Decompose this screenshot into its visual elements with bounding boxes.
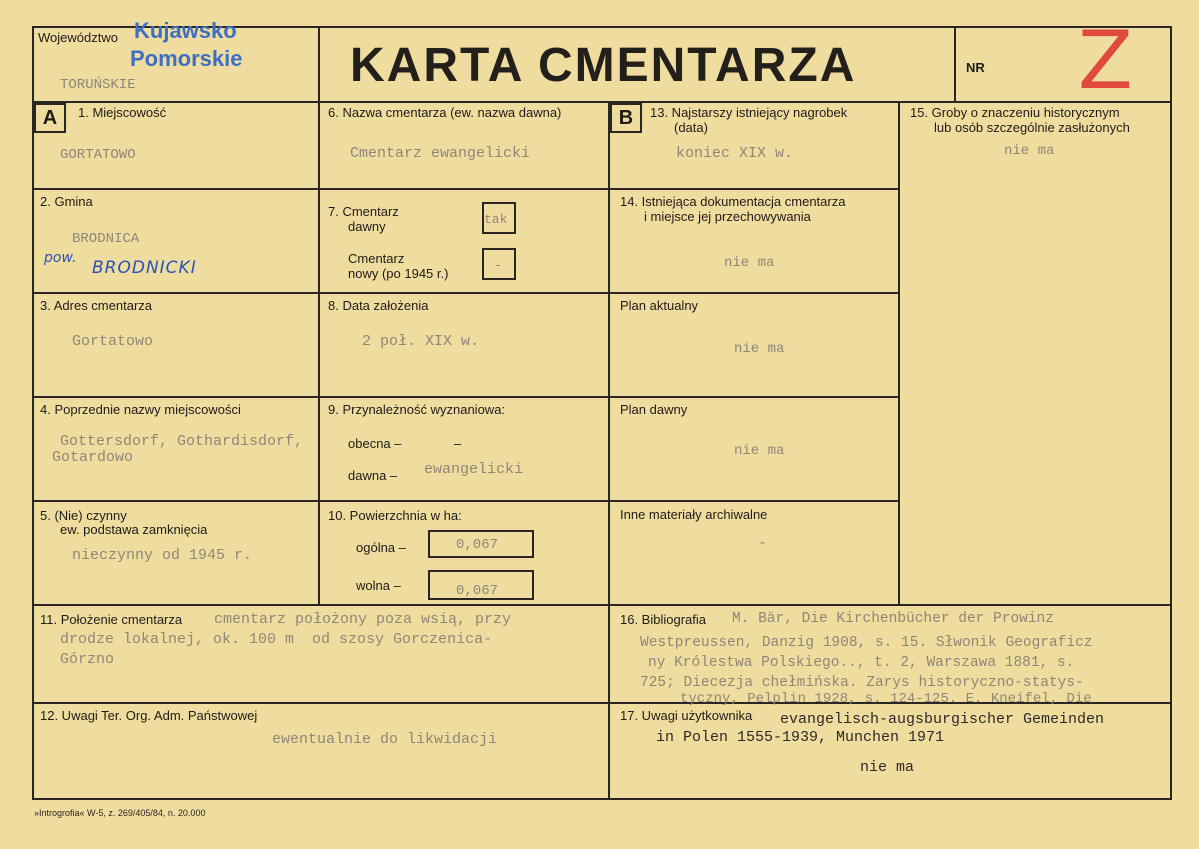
header-vline-2 (954, 26, 956, 103)
field-9-former-label: dawna – (348, 468, 398, 483)
field-7-old-value: tak (484, 212, 508, 227)
row-line-b2 (608, 292, 900, 294)
row-line-b3 (608, 396, 900, 398)
row-line-b4 (608, 500, 900, 502)
frame-bottom (32, 798, 1172, 800)
field-10-total-label: ogólna – (356, 540, 406, 555)
field-2-hand-value: BRODNICKI (92, 258, 197, 278)
field-2-label: 2. Gmina (40, 194, 93, 209)
field-7-label-old-1: 7. Cmentarz (328, 204, 399, 219)
field-16-line1: M. Bär, Die Kirchenbücher der Prowinz (732, 611, 1054, 627)
card-title: KARTA CMENTARZA (350, 39, 857, 92)
field-13-label-line1: 13. Najstarszy istniejący nagrobek (650, 105, 848, 120)
other-materials-label: Inne materiały archiwalne (620, 507, 768, 522)
field-10-label: 10. Powierzchnia w ha: (328, 508, 462, 523)
plan-old-value: nie ma (734, 443, 785, 459)
printer-imprint: »Introgrofia« W-5, z. 269/405/84, n. 20.000 (34, 808, 206, 818)
field-16-label: 16. Bibliografia (620, 612, 706, 627)
field-4-value-line2: Gotardowo (52, 449, 134, 466)
field-7-new-value: - (494, 258, 502, 273)
row-line-a3 (32, 396, 610, 398)
section-b-badge: B (610, 103, 642, 133)
field-9-former-value: ewangelicki (424, 461, 524, 478)
field-8-value: 2 poł. XIX w. (362, 333, 480, 350)
col-line-3 (898, 101, 900, 606)
field-6-value: Cmentarz ewangelicki (350, 145, 531, 162)
nr-label: NR (966, 60, 985, 75)
field-7-label-new-1: Cmentarz (348, 251, 405, 266)
field-9-label: 9. Przynależność wyznaniowa: (328, 402, 506, 417)
field-16-line5: tyczny, Pelplin 1928, s. 124-125. E. Kneifel, Die (680, 691, 1092, 707)
plan-old-label: Plan dawny (620, 402, 688, 417)
field-2-hand-prefix: pow. (44, 250, 77, 266)
field-14-value: nie ma (724, 255, 775, 271)
field-4-label: 4. Poprzednie nazwy miejscowości (40, 402, 241, 417)
field-12-label: 12. Uwagi Ter. Org. Adm. Państwowej (40, 708, 258, 723)
field-4-value-line1: Gottersdorf, Gothardisdorf, (60, 433, 304, 450)
field-15-label-line1: 15. Groby o znaczeniu historycznym (910, 105, 1120, 120)
header-divider (32, 101, 1172, 103)
field-5-value: nieczynny od 1945 r. (72, 547, 253, 564)
section-a-badge: A (34, 103, 66, 133)
field-3-label: 3. Adres cmentarza (40, 298, 152, 313)
field-10-total-value: 0,067 (456, 537, 499, 553)
plan-current-value: nie ma (734, 341, 785, 357)
field-9-current-label: obecna – (348, 436, 402, 451)
field-12-value: ewentualnie do likwidacji (272, 731, 498, 748)
other-materials-value: - (758, 535, 768, 552)
field-14-label-line1: 14. Istniejąca dokumentacja cmentarza (620, 194, 846, 209)
field-11-value-line3: Górzno (60, 651, 115, 668)
field-7-label-old-2: dawny (348, 219, 386, 234)
field-16-line4: 725; Diecezja chełmińska. Zarys historyczno-statys- (640, 675, 1084, 691)
field-10-free-value: 0,067 (456, 583, 499, 599)
field-17-line1: evangelisch-augsburgischer Gemeinden (780, 711, 1105, 728)
frame-right (1170, 26, 1172, 800)
field-15-label-line2: lub osób szczególnie zasłużonych (934, 120, 1130, 135)
field-9-current-value: – (454, 436, 462, 451)
field-1-value: GORTATOWO (60, 147, 136, 163)
plan-current-label: Plan aktualny (620, 298, 699, 313)
field-6-label: 6. Nazwa cmentarza (ew. nazwa dawna) (328, 105, 562, 120)
field-2-value: BRODNICA (72, 231, 140, 247)
field-17-value: nie ma (860, 759, 915, 776)
voivodeship-stamp-line1: Kujawsko (134, 18, 237, 43)
field-17-label: 17. Uwagi użytkownika (620, 708, 753, 723)
field-11-value-line1: cmentarz położony poza wsią, przy (214, 611, 512, 628)
field-16-line3: ny Królestwa Polskiego.., t. 2, Warszawa 1881, s. (648, 655, 1075, 671)
field-15-value: nie ma (1004, 143, 1055, 159)
field-7-label-new-2: nowy (po 1945 r.) (348, 266, 449, 281)
field-10-free-label: wolna – (356, 578, 401, 593)
field-13-value: koniec XIX w. (676, 145, 794, 162)
field-8-label: 8. Data założenia (328, 298, 429, 313)
field-17-line2: in Polen 1555-1939, Munchen 1971 (656, 729, 945, 746)
col-line-2 (608, 101, 610, 798)
lower-divider-1 (32, 604, 1172, 606)
field-5-label-line2: ew. podstawa zamknięcia (60, 522, 208, 537)
row-line-a1 (32, 188, 610, 190)
field-11-value-line2: drodze lokalnej, ok. 100 m od szosy Gorczenica- (60, 631, 493, 648)
field-3-value: Gortatowo (72, 333, 154, 350)
field-16-line2: Westpreussen, Danzig 1908, s. 15. Słwonik Geograficz (640, 635, 1093, 651)
field-11-label: 11. Położenie cmentarza (40, 612, 183, 627)
frame-left (32, 26, 34, 800)
row-line-b1 (608, 188, 900, 190)
field-5-label-line1: 5. (Nie) czynny (40, 508, 127, 523)
field-14-label-line2: i miejsce jej przechowywania (644, 209, 811, 224)
header-vline-1 (318, 26, 320, 103)
voivodeship-label: Województwo (38, 30, 118, 45)
field-13-label-line2: (data) (674, 120, 708, 135)
old-voivodeship: TORUŃSKIE (60, 77, 136, 93)
col-line-1 (318, 101, 320, 606)
voivodeship-stamp-line2: Pomorskie (130, 46, 243, 71)
row-line-a4 (32, 500, 610, 502)
nr-value: Z (1078, 14, 1133, 107)
field-1-label: 1. Miejscowość (78, 105, 167, 120)
row-line-a2 (32, 292, 610, 294)
